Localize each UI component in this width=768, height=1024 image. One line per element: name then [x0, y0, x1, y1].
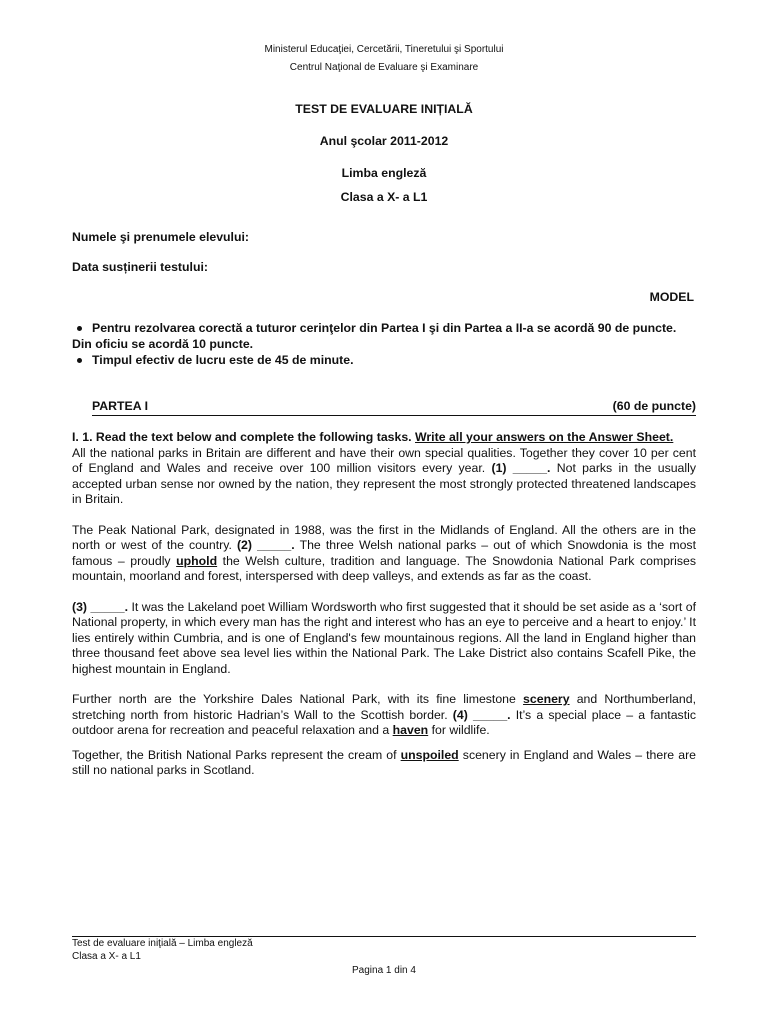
center-header: Centrul Naţional de Evaluare şi Examinare: [289, 62, 479, 73]
instruction-item: Timpul efectiv de lucru este de 45 de minute.: [72, 352, 696, 368]
instruction-item: Pentru rezolvarea corectă a tuturor cerinţelor din Partea I şi din Partea a II-a se acordă 90 de puncte. Din oficiu se acordă 10 puncte.: [72, 320, 696, 352]
gap-3: (3) _____.: [72, 599, 129, 614]
footer-class: Clasa a X- a L1: [72, 951, 141, 962]
text-span: the Welsh culture, tradition and language. The Snowdonia National Park comprises mountain, moorland and forest, interspersed with deep valleys, and extends as far as the coast.: [72, 553, 696, 583]
text-span: and Northumberland, stretching north from historic Hadrian’s Wall to the Scottish border.: [72, 692, 696, 722]
text-span: The Peak National Park, designated in 1988, was the first in the Midlands of England. All the others are in the north or west of the country.: [72, 522, 696, 552]
text-span: The three Welsh national parks – out of which Snowdonia is the most famous – proudly: [72, 538, 696, 568]
answer-sheet-note: Write all your answers on the Answer Sheet.: [415, 430, 674, 444]
gap-1: (1) _____.: [491, 461, 551, 475]
part-heading: [92, 399, 696, 416]
test-date-label: Data susținerii testului:: [72, 260, 208, 274]
vocab-word-scenery: scenery: [523, 692, 570, 706]
page-number: Pagina 1 din 4: [352, 965, 416, 976]
instructions-list: [72, 320, 696, 368]
paragraph-3: [72, 600, 696, 678]
text-span: All the national parks in Britain are different and have their own special qualities. Together they cover 10 per cent of England and Wales and receive over 100 million visitors every year.: [72, 445, 696, 475]
footer-divider: [72, 936, 696, 937]
paragraph-5: [72, 748, 696, 779]
paragraph-2: [72, 523, 696, 585]
school-year: Anul şcolar 2011-2012: [319, 134, 449, 148]
gap-4: (4) _____.: [452, 707, 511, 722]
part-points: (60 de puncte): [612, 399, 696, 413]
text-span: for wildlife.: [431, 723, 490, 737]
text-span: Not parks in the usually accepted urban sense nor owned by the nation, they represent the most strongly protected threatened landscapes in Britain.: [72, 461, 697, 506]
vocab-word-unspoiled: unspoiled: [400, 747, 459, 762]
text-span: scenery in England and Wales – there are still no national parks in Scotland.: [72, 747, 696, 777]
reading-text: [72, 430, 696, 779]
gap-2: (2) _____.: [236, 538, 295, 552]
text-span: Together, the British National Parks represent the cream of: [72, 747, 397, 762]
model-label: MODEL: [649, 290, 694, 304]
footer-test-name: Test de evaluare iniţială – Limba engleză: [72, 938, 253, 949]
part-label: PARTEA I: [92, 399, 149, 413]
vocab-word-uphold: uphold: [176, 553, 218, 568]
text-span: Further north are the Yorkshire Dales National Park, with its fine limestone: [72, 692, 516, 706]
test-title: TEST DE EVALUARE INIȚIALĂ: [295, 102, 473, 116]
paragraph-4: [72, 692, 696, 739]
text-span: It’s a special place – a fantastic outdoor arena for recreation and peaceful relaxation and a: [72, 707, 697, 737]
class-title: Clasa a X- a L1: [340, 190, 428, 204]
task-instruction: [72, 430, 696, 446]
subject-title: Limba engleză: [341, 166, 427, 180]
vocab-word-haven: haven: [392, 723, 429, 737]
task-number: I. 1. Read the text below and complete the following tasks.: [72, 430, 412, 444]
text-span: It was the Lakeland poet William Wordsworth who first suggested that it should be set aside as a ‘sort of National property, in which every man has the right and interest who has an eye to perceive and a heart to enjoy.’ It lies entirely within Cumbria, and is one of England's few mountainous regions. All the land in England higher than three thousand feet above sea level lies within the National Park. The Lake District also contains Scafell Pike, the highest mountain in England.: [72, 599, 697, 676]
ministry-header: Ministerul Educaţiei, Cercetării, Tineretului şi Sportului: [264, 44, 504, 55]
student-name-label: Numele şi prenumele elevului:: [72, 230, 249, 244]
paragraph-1: [72, 446, 696, 508]
